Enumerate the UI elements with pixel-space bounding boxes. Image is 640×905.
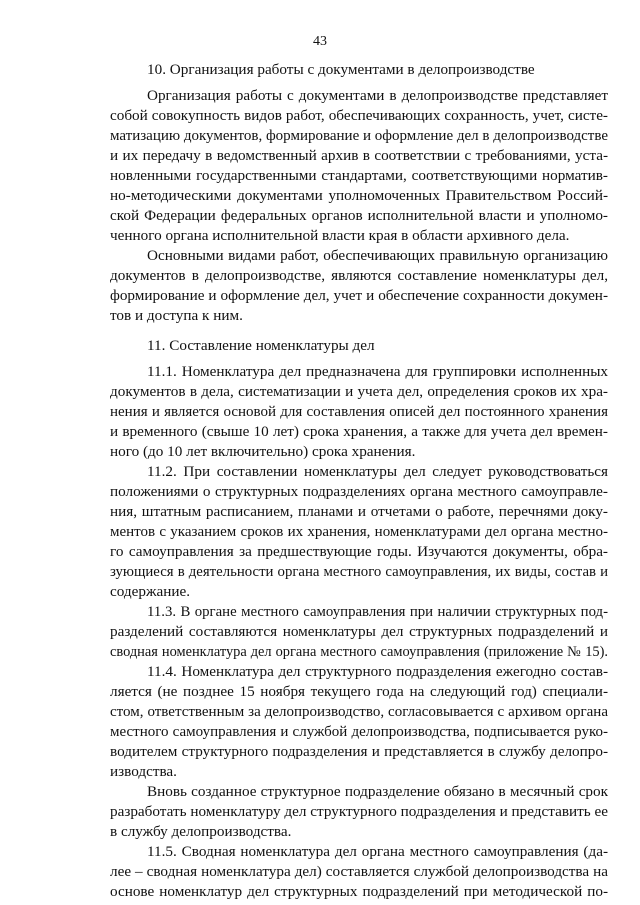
paragraph-line: тов и доступа к ним. <box>110 307 243 324</box>
paragraph-line: основе номенклатур дел структурных подразделений при методической по- <box>110 883 608 900</box>
paragraph-line: 11.1. Номенклатура дел предназначена для группировки исполненных <box>147 363 608 380</box>
paragraph-line: разработать номенклатуру дел структурного подразделения и представить ее <box>110 803 608 820</box>
paragraph-line: разделений составляются номенклатуры дел структурных подразделений и <box>110 623 608 640</box>
paragraph-line: нения и является основой для составления описей дел постоянного хранения <box>110 404 608 420</box>
paragraph-line: сводная номенклатура дел органа местного самоуправления (приложение № 15). <box>110 644 608 660</box>
paragraph-line: Основными видами работ, обеспечивающих правильную организацию <box>147 247 608 264</box>
paragraph-line: формирование и оформление дел, учет и обеспечение сохранности докумен- <box>110 287 608 304</box>
paragraph-line: ченного органа исполнительной власти края в области архивного дела. <box>110 227 570 244</box>
paragraph-line: ментов с указанием сроков их хранения, номенклатурами дел органа местно- <box>110 524 608 540</box>
paragraph-line: лее – сводная номенклатура дел) составляется службой делопроизводства на <box>110 863 608 880</box>
paragraph-line: положениями о структурных подразделениях органа местного самоуправле- <box>110 483 608 500</box>
paragraph-line: 11.3. В органе местного самоуправления при наличии структурных под- <box>147 604 608 620</box>
paragraph-line: изводства. <box>110 763 177 780</box>
paragraph-line: стом, ответственным за делопроизводство, согласовывается с архивом органа <box>110 704 608 720</box>
section-10-heading: 10. Организация работы с документами в делопроизводстве <box>147 61 535 78</box>
paragraph-line: зующиеся в деятельности органа местного самоуправления, их виды, состав и <box>110 564 608 580</box>
paragraph-line: и временного (свыше 10 лет) срока хранения, а также для учета дел времен- <box>110 423 608 440</box>
page-number: 43 <box>313 34 327 49</box>
paragraph-line: местного самоуправления и службой делопроизводства, подписывается руко- <box>110 724 608 740</box>
paragraph-line: ного (до 10 лет включительно) срока хранения. <box>110 443 416 460</box>
paragraph-line: но-методическими документами уполномоченных Правительством Россий- <box>110 187 608 204</box>
paragraph-line: ляется (не позднее 15 ноября текущего года на следующий год) специали- <box>110 683 608 700</box>
paragraph-line: ской Федерации федеральных органов исполнительной власти и уполномо- <box>110 207 608 224</box>
paragraph-line: и их передачу в ведомственный архив в соответствии с требованиями, уста- <box>110 147 608 164</box>
paragraph-line: 11.2. При составлении номенклатуры дел следует руководствоваться <box>147 463 608 480</box>
paragraph-line: документов в дела, систематизации и учета дел, определения сроков их хра- <box>110 383 608 400</box>
paragraph-line: водителем структурного подразделения и представляется в службу делопро- <box>110 743 608 760</box>
paragraph-line: 11.5. Сводная номенклатура дел органа местного самоуправления (да- <box>147 843 608 860</box>
paragraph-line: Вновь созданное структурное подразделение обязано в месячный срок <box>147 783 608 800</box>
paragraph-line: документов в делопроизводстве, являются составление номенклатуры дел, <box>110 267 608 284</box>
paragraph-line: содержание. <box>110 583 190 600</box>
paragraph-line: в службу делопроизводства. <box>110 823 292 840</box>
paragraph-line: матизацию документов, формирование и оформление дел в делопроизводстве <box>110 128 609 144</box>
section-11-heading: 11. Составление номенклатуры дел <box>147 337 375 354</box>
paragraph-line: ния, штатным расписанием, планами и отчетами о работе, перечнями доку- <box>110 503 608 520</box>
paragraph-line: собой совокупность видов работ, обеспечивающих сохранность, учет, систе- <box>110 107 608 124</box>
paragraph-line: Организация работы с документами в делопроизводстве представляет <box>147 87 608 104</box>
paragraph-line: го самоуправления за предшествующие годы. Изучаются документы, обра- <box>110 543 608 560</box>
paragraph-line: 11.4. Номенклатура дел структурного подразделения ежегодно состав- <box>147 663 608 680</box>
paragraph-line: новленными государственными стандартами, соответствующими норматив- <box>110 167 608 184</box>
